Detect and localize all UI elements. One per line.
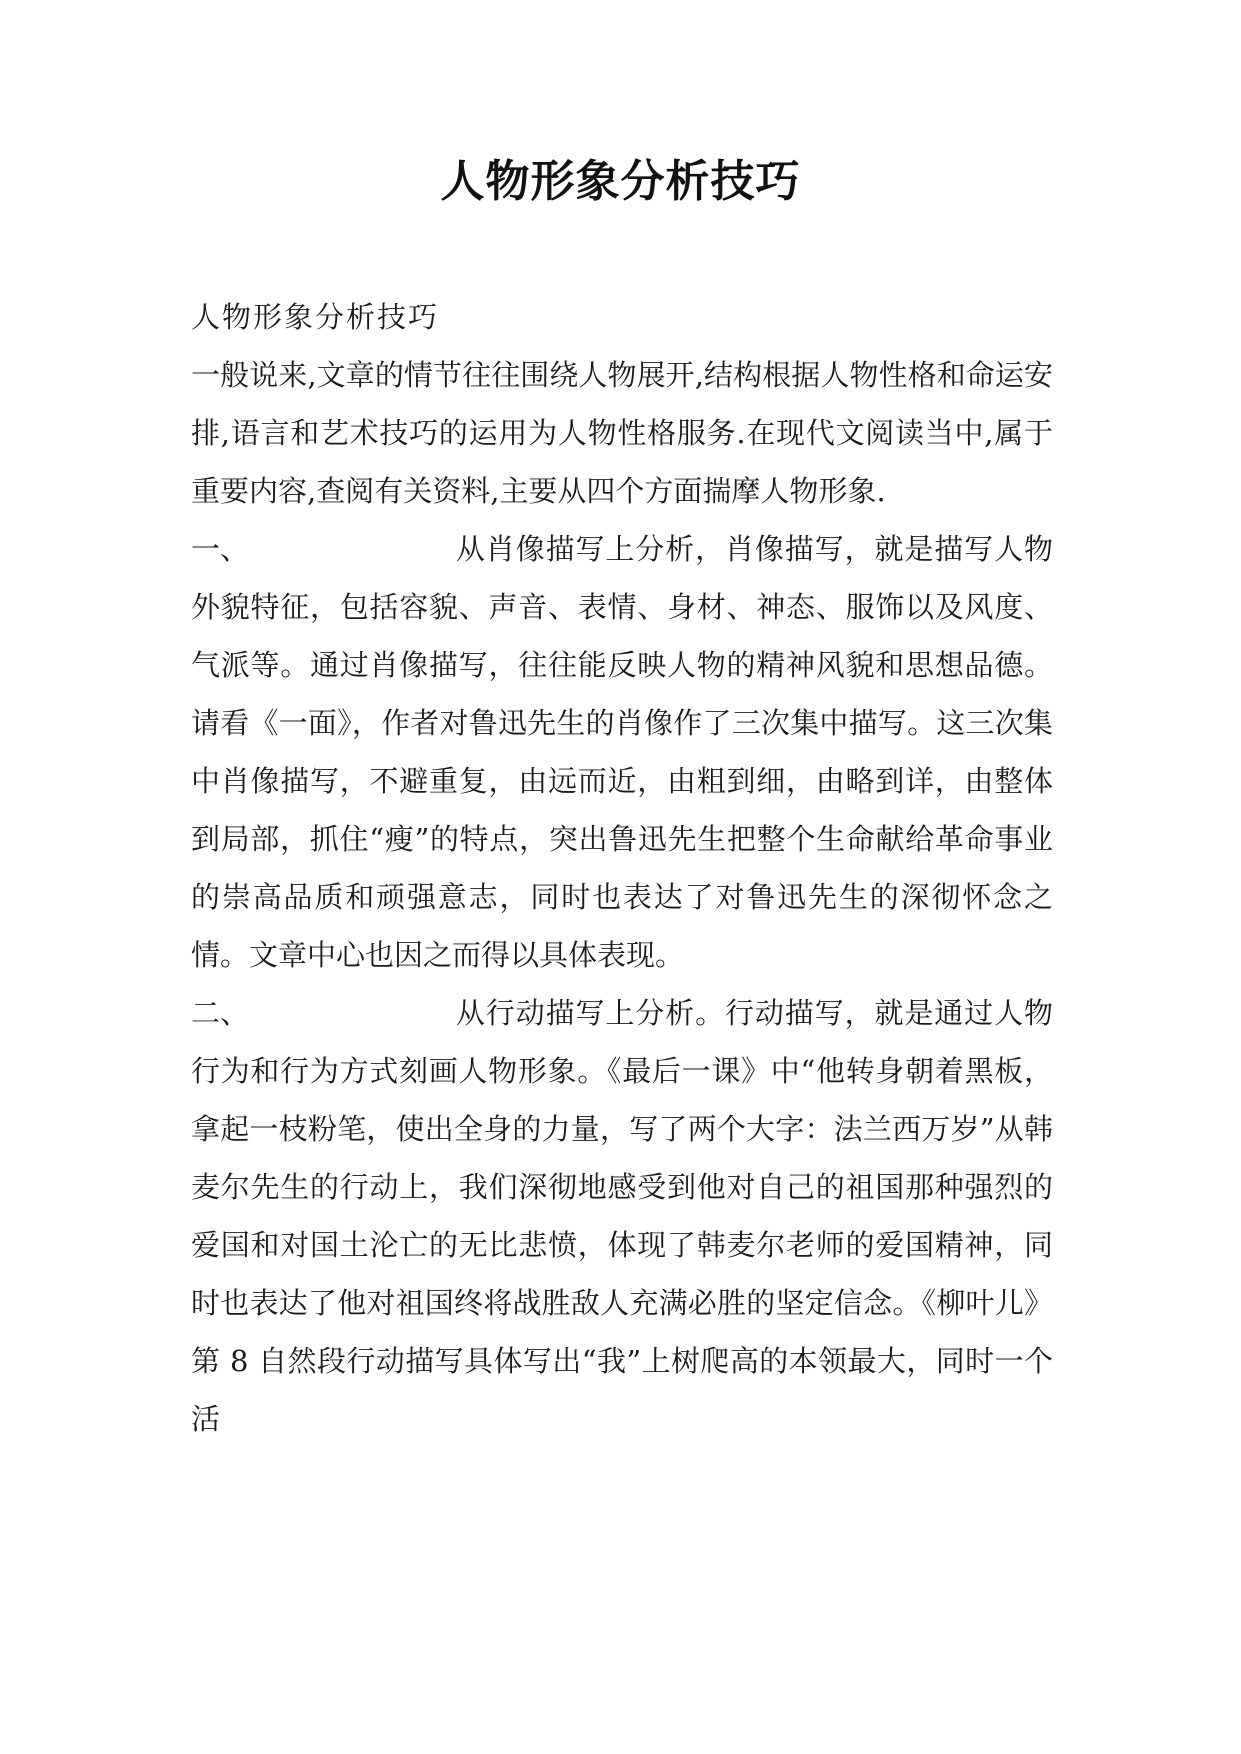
document-body	[191, 288, 1053, 1448]
section-two-marker: 二、	[191, 996, 250, 1030]
section-heading: 人物形象分析技巧	[191, 300, 440, 334]
intro-paragraph: 一般说来,文章的情节往往围绕人物展开,结构根据人物性格和命运安排,语言和艺术技巧的运用为人物性格服务.在现代文阅读当中,属于重要内容,查阅有关资料,主要从四个方面揣摩人物形象.	[191, 358, 1053, 508]
section-one-text: 从肖像描写上分析，肖像描写，就是描写人物外貌特征，包括容貌、声音、表情、身材、神态、服饰以及风度、气派等。通过肖像描写，往往能反映人物的精神风貌和思想品德。请看《一面》，作者对鲁迅先生的肖像作了三次集中描写。这三次集中肖像描写，不避重复，由远而近，由粗到细，由略到详，由整体到局部，抓住“瘦”的特点，突出鲁迅先生把整个生命献给革命事业的崇高品质和顽强意志，同时也表达了对鲁迅先生的深彻怀念之情。文章中心也因之而得以具体表现。	[191, 532, 1053, 972]
section-one-marker: 一、	[191, 532, 250, 566]
document-title: 人物形象分析技巧	[440, 156, 801, 207]
section-one-paragraph	[191, 520, 1053, 984]
section-two-text: 从行动描写上分析。行动描写，就是通过人物行为和行为方式刻画人物形象。《最后一课》中“他转身朝着黑板，拿起一枝粉笔，使出全身的力量，写了两个大字：法兰西万岁”从韩麦尔先生的行动上，我们深彻地感受到他对自己的祖国那种强烈的爱国和对国土沦亡的无比悲愤，体现了韩麦尔老师的爱国精神，同时也表达了他对祖国终将战胜敌人充满必胜的坚定信念。《柳叶儿》第 8 自然段行动描写具体写出“我”上树爬高的本领最大，同时一个活	[191, 996, 1053, 1436]
section-two-paragraph	[191, 984, 1053, 1448]
